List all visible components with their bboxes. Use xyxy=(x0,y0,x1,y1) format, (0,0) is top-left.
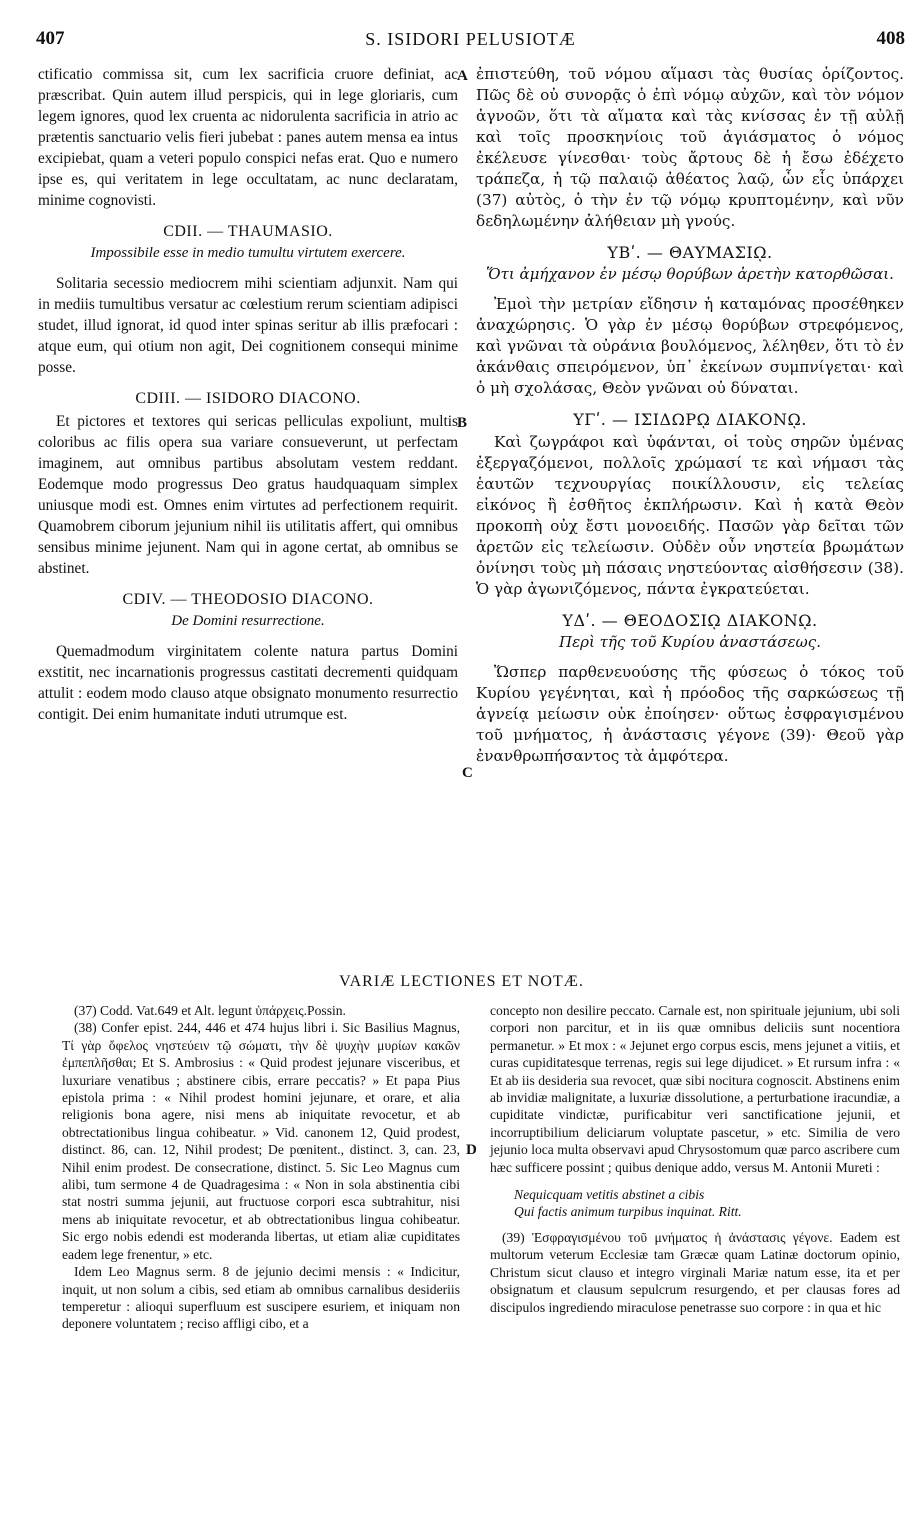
note-38-leo: Idem Leo Magnus serm. 8 de jejunio decimi mensis : « Indicitur, inquit, ut non solum a cibis, sed etiam ab omnibus carnalibus desideriis temperetur : alioqui superfluum est suscipere esuriem, et iniquam non deponere voluntatem ; reciso affligi cibo, et a xyxy=(62,1264,460,1332)
margin-letter-b: B xyxy=(457,415,468,431)
greek-intro-paragraph: ἐπιστεύθη, τοῦ νόμου αἵμασι τὰς θυσίας ὁρίζοντος. Πῶς δὲ οὐ συνορᾷς ὁ ἐπὶ νόμῳ αὐχῶν, καὶ τὸν νόμον ἀγνοῶν, ὅτι τὰ αἵματα καὶ τὰς κνίσσας ἐν τῇ αὐλῇ καὶ τοῖς προσκηνίοις τοῦ ἁγιάσματος ὁ νόμος ἐκέλευσε γίνεσθαι· τοὺς ἄρτους δὲ ἡ ἔσω ἐδέχετο τράπεζα, ἡ τῷ παλαιῷ ἀθέατος λαῷ, ὧν εἷς ὑπάρχει (37) αὐτὸς, ὁ τὴν ἐν τῷ νόμῳ κρυπτομένην, καὶ νῦν δεδηλωμένην ἀλήθειαν μὴ γνούς. xyxy=(476,65,904,230)
verse-line-1: Nequicquam vetitis abstinet a cibis xyxy=(514,1187,705,1203)
greek-letter-402-heading: ΥΒʹ. — ΘΑΥΜΑΣΙῼ. xyxy=(607,243,773,262)
latin-letter-403-text: Et pictores et textores qui sericas pelliculas expoliunt, multis coloribus ac filis opera sua variare consueverunt, ut perfectam imaginem, aut omnibus partibus absolutam vestem reddant. Eodemque modo progressus Deo gratus haudquaquam simplex uniusque modi est. Omnes enim virtutes ad perfectionem requirit. Quamobrem ciborum jejunium nihil iis utilitatis affert, qui omnibus sensibus minime jejunent. Nam qui in agone certat, ab omnibus se abstinet. xyxy=(38,413,458,577)
greek-letter-403-heading: ΥΓʹ. — ΙΣΙΔΩΡῼ ΔΙΑΚΟΝῼ. xyxy=(573,410,807,429)
margin-letter-d: D xyxy=(466,1142,477,1158)
latin-letter-403-heading: CDIII. — ISIDORO DIACONO. xyxy=(135,390,361,407)
verse-line-2: Qui factis animum turpibus inquinat. Ritt. xyxy=(514,1204,742,1220)
notes-right-column xyxy=(490,1002,900,1316)
notes-left-column xyxy=(62,1002,460,1333)
note-38-continuation: concepto non desilire peccato. Carnale est, non spirituale jejunium, ubi soli corpori non parcitur, et in iis quæ omnibus deliciis sunt nocentiora permanetur. » Et mox : « Jejunet ergo corpus escis, mens jejunet a vitiis, et curas cupiditatesque terrenas, regis sui lege dijudicet. » Et rursum infra : « Et ab iis desideria sua revocet, quæ sibi nocitura cognoscit. Abstinens enim ab invidiæ malignitate, a luxuriæ dissolutione, a perturbatione iracundiæ, a cupiditate vindictæ, purificabitur veri sanctificatione jejunii, et incorruptibilium deliciarum voluptate pascetur, » etc. Similia de vero jejunio loca multa observavi apud Chrysostomum quæ parco ascribere cum hæc sufficere possint ; quibus denique addo, versus M. Antonii Mureti : xyxy=(490,1003,900,1175)
note-39: (39) Ἐσφραγισμένου τοῦ μνήματος ἡ ἀνάστασις γέγονε. Eadem est multorum veterum Ecclesiæ tam Græcæ quam Latinæ doctorum opinio, Christum sicut clauso et integro virginali Mariæ natum esse, ita et per obsignatum et clausum sepulcrum resurgendo, et per clausas fores ad discipulos ingrediendo miraculose penetrasse suo corpore : in qua et hic xyxy=(490,1229,900,1315)
page-number-left: 407 xyxy=(36,28,65,49)
latin-letter-402-subtitle: Impossibile esse in medio tumultu virtutem exercere. xyxy=(90,245,406,261)
latin-letter-404-subtitle: De Domini resurrectione. xyxy=(171,613,325,629)
running-header xyxy=(36,28,905,54)
note-37: (37) Codd. Vat.649 et Alt. legunt ὑπάρχεις.Possin. xyxy=(74,1003,346,1018)
greek-letter-404-heading: ΥΔʹ. — ΘΕΟΔΟΣΙῼ ΔΙΑΚΟΝῼ. xyxy=(562,611,818,630)
latin-letter-402-heading: CDII. — THAUMASIO. xyxy=(163,223,333,240)
latin-letter-404-heading: CDIV. — THEODOSIO DIACONO. xyxy=(122,591,374,608)
latin-letter-404-text: Quemadmodum virginitatem colente natura partus Domini exstitit, nec incarnationis progressus castitati decrementi quidquam attulit : eodem modo clauso atque obsignato monumento resurrectio contigit. Dei enim humanitate induti utrumque est. xyxy=(38,643,458,723)
latin-intro-paragraph: ctificatio commissa sit, cum lex sacrificia cruore definiat, ac præscribat. Quin autem illud perspicis, qui in lege gloriaris, cum legem ignores, quod lex cruenta ac nidorulenta sacrificia in atrio ac prætentis sanctuario velis fieri jubebat : panes autem mensa ea intus excipiebat, quam a veteri populo conspici nefas erat. Quo e numero ipse es, qui veritatem in lege occultatam, ac nunc declaratam, minime cognovisti. xyxy=(38,66,458,209)
latin-letter-402-text: Solitaria secessio mediocrem mihi scientiam adjunxit. Nam qui in mediis tumultibus versatur ac cœlestium rerum scientiam adipisci studet, illud ignorat, id quod inter spinas seritur ab illis præfocari : atque eum, qui otium non agit, Dei cognitionem consequi minime posse. xyxy=(38,275,458,376)
greek-letter-404-subtitle: Περὶ τῆς τοῦ Κυρίου ἀναστάσεως. xyxy=(559,633,821,651)
muretus-verse xyxy=(514,1186,900,1221)
note-38: (38) Confer epist. 244, 446 et 474 hujus libri i. Sic Basilius Magnus, Τί γὰρ ὄφελος νηστεύειν τῷ σώματι, τὴν δὲ ψυχὴν μυρίων κακῶν ἐμπεπλῆσθαι; Et S. Ambrosius : « Quid prodest jejunare visceribus, et luxuriare venatibus ; abstinere cibis, errare peccatis? » Et papa Pius epistola prima : « Nihil prodest homini jejunare, et orare, et alia religionis bona agere, nisi mens ab iniquitate revocetur, et ab obtrectationibus lingua cohibeatur. » Vid. canonem 12, Quid prodest, distinct. 86, can. 12, Nihil prodest; De pœnitent., distinct. 3, can. 23, Nihil enim prodest. De consecratione, distinct. 5. Sic Leo Magnus cum alibi, tum sermone 4 de Quadragesima : « Non in sola abstinentia cibi stat nostri summa jejunii, aut fructuose corpori esca subtrahitur, nisi mens ab iniquitate revocetur, et ab obtrectationibus lingua cohibeatur. Sic ergo nobis edendi est moderanda libertas, ut etiam aliæ cupiditates eadem lege frenentur, » etc. xyxy=(62,1020,460,1262)
greek-letter-402-text: Ἐμοὶ τὴν μετρίαν εἴδησιν ἡ καταμόνας προσέθηκεν ἀναχώρησις. Ὁ γὰρ ἐν μέσῳ θορύβων στρεφόμενος, καὶ γνῶναι τὰ οὐράνια βουλόμενος, λέληθεν, ὅτι τὸ ἐν ἀκάνθαις σπειρόμενον, ὑπ᾽ ἐκείνων συμπνίγεται· καὶ ὁ μὴ σχολάσας, Θεὸν γνῶναι οὐ δύναται. xyxy=(476,295,904,397)
greek-column xyxy=(476,64,904,767)
greek-letter-402-subtitle: Ὅτι ἀμήχανον ἐν μέσῳ θορύβων ἀρετὴν κατορθῶσαι. xyxy=(486,265,894,283)
margin-letter-c: C xyxy=(462,765,473,781)
notes-title: VARIÆ LECTIONES ET NOTÆ. xyxy=(339,973,584,990)
latin-column xyxy=(38,64,458,725)
greek-letter-403-text: Καὶ ζωγράφοι καὶ ὑφάνται, οἱ τοὺς σηρῶν ὑμένας ἐξεργαζόμενοι, πολλοῖς χρώμασί τε καὶ νήμασι τὰς ἑαυτῶν τεχνουργίας ποικίλλουσιν, εἰς τελείας εἰκόνος ἢ ἐσθῆτος ἐκπλήρωσιν. Καὶ ἡ κατὰ Θεὸν προκοπὴ οὐχ ἔστι μονοειδής. Πασῶν γὰρ δεῖται τῶν ἀρετῶν εἰς τελείωσιν. Οὐδὲν οὖν νηστεία βρωμάτων ὀνίνησι τοὺς μὴ πάσαις νηστεύοντας αἰσθήσεσιν (38). Ὁ γὰρ ἀγωνιζόμενος, πάντα ἐγκρατεύεται. xyxy=(476,433,904,598)
greek-letter-404-text: Ὥσπερ παρθενευούσης τῆς φύσεως ὁ τόκος τοῦ Κυρίου γεγένηται, καὶ ἡ πρόοδος τῆς σαρκώσεως τῇ ἁγνείᾳ μείωσιν οὐκ ἐποίησεν· οὕτως ἐσφραγισμένου τοῦ μνήματος, ἡ ἀνάστασις γέγονε (39)· Θεοῦ γὰρ ἐνανθρωπήσαντος τὰ ἀμφότερα. xyxy=(476,663,904,765)
page-number-right: 408 xyxy=(876,28,905,49)
running-title: S. ISIDORI PELUSIOTÆ xyxy=(365,29,576,49)
margin-letter-a: A xyxy=(457,68,468,84)
